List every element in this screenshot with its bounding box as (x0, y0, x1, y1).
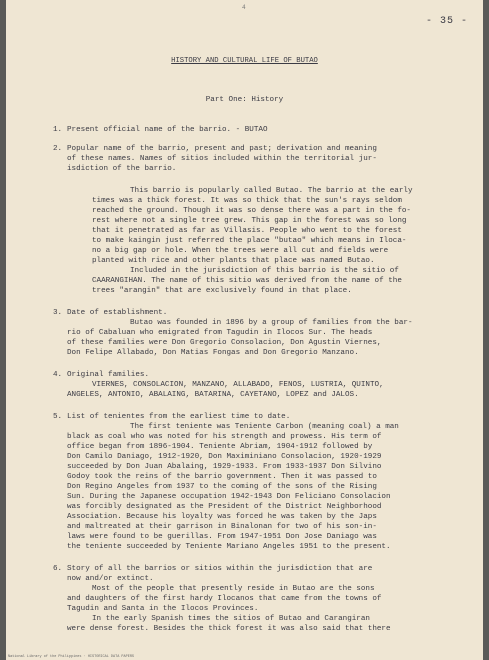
item-line: laws were found to be guerillas. From 1947-1951 Don Jose Daniago was (67, 533, 377, 541)
item-line: Don Felipe Allabado, Don Matias Fongas and Don Gregorio Manzano. (67, 349, 359, 357)
item-line: Association. Because his loyalty was forced he was taken by the Japs (67, 513, 377, 521)
item-line: and maltreated at their garrison in Binalonan for two of his son-in- (67, 523, 377, 531)
item-line: planted with rice and other plants that place was named Butao. (92, 257, 375, 265)
item-number: 3. (53, 309, 63, 317)
item-line: Sun. During the Japanese occupation 1942-1943 Don Feliciano Consolacion (67, 493, 391, 501)
item-line: Butao was founded in 1896 by a group of families from the bar- (130, 319, 413, 327)
item-line: The first teniente was Teniente Carbon (meaning coal) a man (130, 423, 399, 431)
item-line: were dense forest. Besides the thick forest it was also said that there (67, 625, 391, 633)
item-line: and daughters of the first hardy Ilocanos that came from the towns of (67, 595, 382, 603)
item-line: Tagudin and Santa in the Ilocos Provinces. (67, 605, 259, 613)
footer-note: National Library of the Philippines · HISTORICAL DATA PAPERS (8, 655, 135, 659)
document-title: HISTORY AND CULTURAL LIFE OF BUTAO (171, 57, 318, 65)
item-line: times was a thick forest. It was so thick that the sun's rays seldom (92, 197, 402, 205)
item-line: that it penetrated as far as Villasis. People who went to the forest (92, 227, 402, 235)
document-page (6, 0, 483, 660)
item-line: This barrio is popularly called Butao. The barrio at the early (130, 187, 413, 195)
item-line: Included in the jurisdiction of this barrio is the sitio of (130, 267, 399, 275)
item-line: the teniente succeeded by Teniente Mariano Angeles 1951 to the present. (67, 543, 391, 551)
item-line: CAARANGIHAN. The name of this sitio was derived from the name of the (92, 277, 402, 285)
item-line: VIERNES, CONSOLACION, MANZANO, ALLABADO, FENOS, LUSTRIA, QUINTO, (92, 381, 384, 389)
item-line: black as coal who was noted for his strength and prowess. His term of (67, 433, 382, 441)
item-line: List of tenientes from the earliest time to date. (67, 413, 291, 421)
item-line: was forcibly designated as the President of the District Neighborhood (67, 503, 382, 511)
item-line: isdiction of the barrio. (67, 165, 177, 173)
item-line: Date of establishment. (67, 309, 168, 317)
item-line: of these families were Don Gregorio Consolacion, Don Agustin Viernes, (67, 339, 382, 347)
item-line: reached the ground. Though it was so dense there was a part in the fo- (92, 207, 411, 215)
item-number: 2. (53, 145, 63, 153)
item-line: Godoy took the reins of the barrio government. Then it was passed to (67, 473, 377, 481)
top-mark: 4 (242, 4, 246, 11)
item-line: In the early Spanish times the sitios of Butao and Carangiran (92, 615, 370, 623)
item-line: of these names. Names of sitios included within the territorial jur- (67, 155, 377, 163)
item-number: 5. (53, 413, 63, 421)
item-line: Story of all the barrios or sitios within the jurisdiction that are (67, 565, 373, 573)
item-line: rio of Cabaluan who emigrated from Tagudin in Ilocos Sur. The heads (67, 329, 373, 337)
page-number: - 35 - (426, 16, 469, 27)
item-number: 6. (53, 565, 63, 573)
item-line: rest where not a single tree grew. This gap in the forest was so long (92, 217, 407, 225)
item-line: Don Camilo Daniago, 1912-1920, Don Maximiniano Consolacion, 1920-1929 (67, 453, 382, 461)
item-line: Original families. (67, 371, 150, 379)
item-line: Don Regino Angeles from 1937 to the coming of the sons of the Rising (67, 483, 377, 491)
part-heading: Part One: History (205, 96, 284, 104)
item-line: to make kaingin just referred the place "butao" which means in Iloca- (92, 237, 407, 245)
item-line: succeeded by Don Juan Abalaing, 1929-1933. From 1933-1937 Don Silvino (67, 463, 382, 471)
item-line: ANGELES, ANTONIO, ABALAING, BATARINA, CAYETANO, LOPEZ and JALOS. (67, 391, 359, 399)
item-line: office began from 1896-1904. Teniente Abriam, 1904-1912 followed by (67, 443, 373, 451)
item-line: Most of the people that presently reside in Butao are the sons (92, 585, 375, 593)
item-line: no a big gap or hole. When the trees were all cut and fields were (92, 247, 389, 255)
item-line: Popular name of the barrio, present and past; derivation and meaning (67, 145, 377, 153)
item-number: 4. (53, 371, 63, 379)
item-line: Present official name of the barrio. - BUTAO (67, 126, 268, 134)
item-line: now and/or extinct. (67, 575, 154, 583)
item-line: trees "arangin" that are exclusively found in that place. (92, 287, 352, 295)
item-number: 1. (53, 126, 63, 134)
